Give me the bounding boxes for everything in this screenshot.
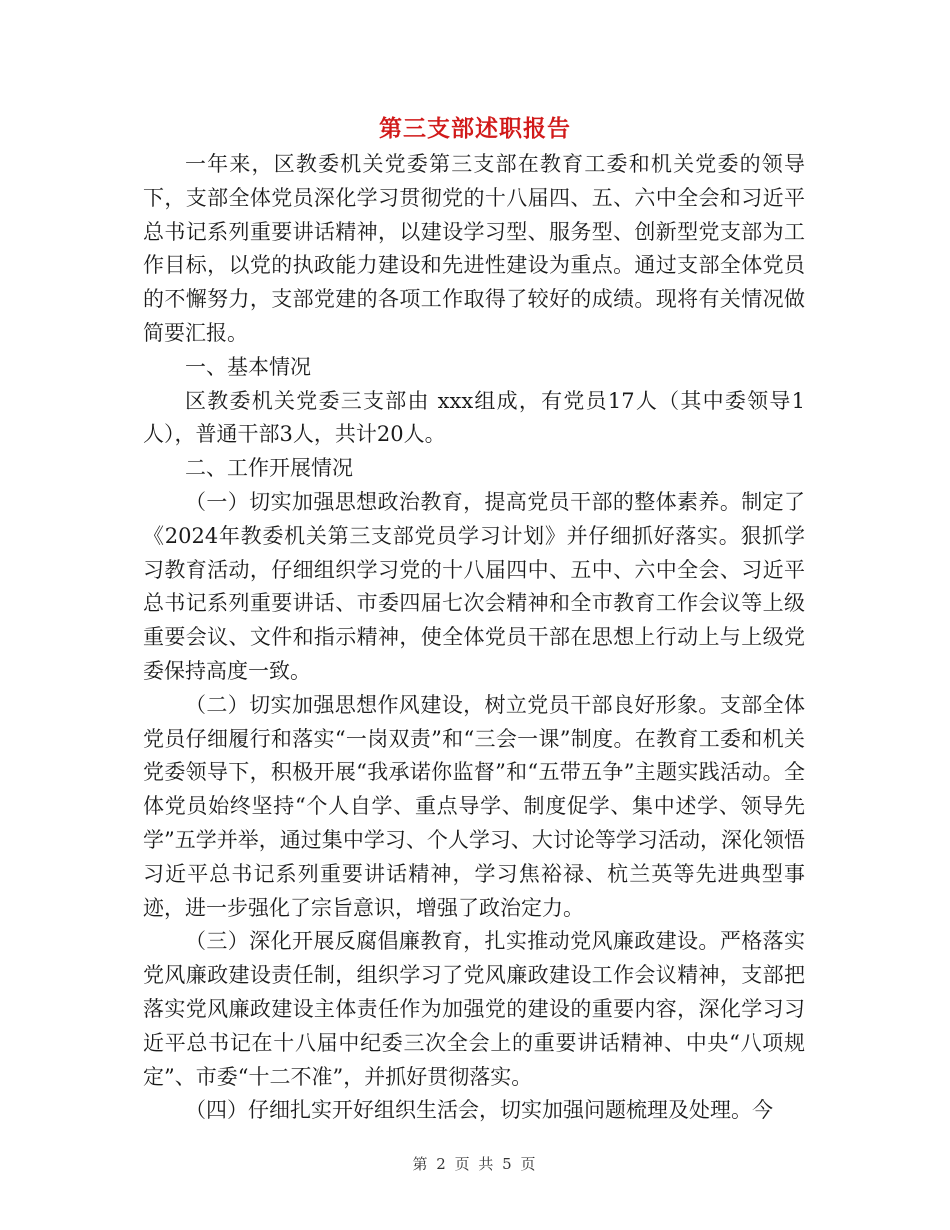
paragraph-item-3: （三）深化开展反腐倡廉教育，扎实推动党风廉政建设。严格落实党风廉政建设责任制，组织学习了党风廉政建设工作会议精神，支部把落实党风廉政建设主体责任作为加强党的建设的重要内容，深化学习习近平总书记在十八届中纪委三次全会上的重要讲话精神、中央“八项规定”、市委“十二不准”，并抓好贯彻落实。 bbox=[143, 929, 805, 1089]
paragraph-item-2: （二）切实加强思想作风建设，树立党员干部良好形象。支部全体党员仔细履行和落实“一岗双责”和“三会一课”制度。在教育工委和机关党委领导下，积极开展“我承诺你监督”和“五带五争”主题实践活动。全体党员始终坚持“个人自学、重点导学、制度促学、集中述学、领导先学”五学并举，通过集中学习、个人学习、大讨论等学习活动，深化领悟习近平总书记系列重要讲话精神，学习焦裕禄、杭兰英等先进典型事迹，进一步强化了宗旨意识，增强了政治定力。 bbox=[143, 692, 805, 920]
paragraph-item-1: （一）切实加强思想政治教育，提高党员干部的整体素养。制定了《2024年教委机关第三支部党员学习计划》并仔细抓好落实。狠抓学习教育活动，仔细组织学习党的十八届四中、五中、六中全会、习近平总书记系列重要讲话、市委四届七次会精神和全市教育工作会议等上级重要会议、文件和指示精神，使全体党员干部在思想上行动上与上级党委保持高度一致。 bbox=[143, 489, 805, 683]
paragraph-basic-situation: 区教委机关党委三支部由 xxx组成，有党员17人（其中委领导1人），普通干部3人，共计20人。 bbox=[143, 388, 805, 447]
paragraph-item-4: （四）仔细扎实开好组织生活会，切实加强问题梳理及处理。今 bbox=[185, 1098, 773, 1123]
page-number-footer: 第 2 页 共 5 页 bbox=[412, 1155, 538, 1173]
paragraph-intro: 一年来，区教委机关党委第三支部在教育工委和机关党委的领导下，支部全体党员深化学习贯彻党的十八届四、五、六中全会和习近平总书记系列重要讲话精神，以建设学习型、服务型、创新型党支部为工作目标，以党的执政能力建设和先进性建设为重点。通过支部全体党员的不懈努力，支部党建的各项工作取得了较好的成绩。现将有关情况做简要汇报。 bbox=[143, 152, 805, 345]
document-title: 第三支部述职报告 bbox=[379, 116, 571, 142]
heading-work-progress: 二、工作开展情况 bbox=[185, 456, 353, 481]
document-body bbox=[143, 148, 805, 1128]
heading-basic-situation: 一、基本情况 bbox=[185, 354, 311, 379]
